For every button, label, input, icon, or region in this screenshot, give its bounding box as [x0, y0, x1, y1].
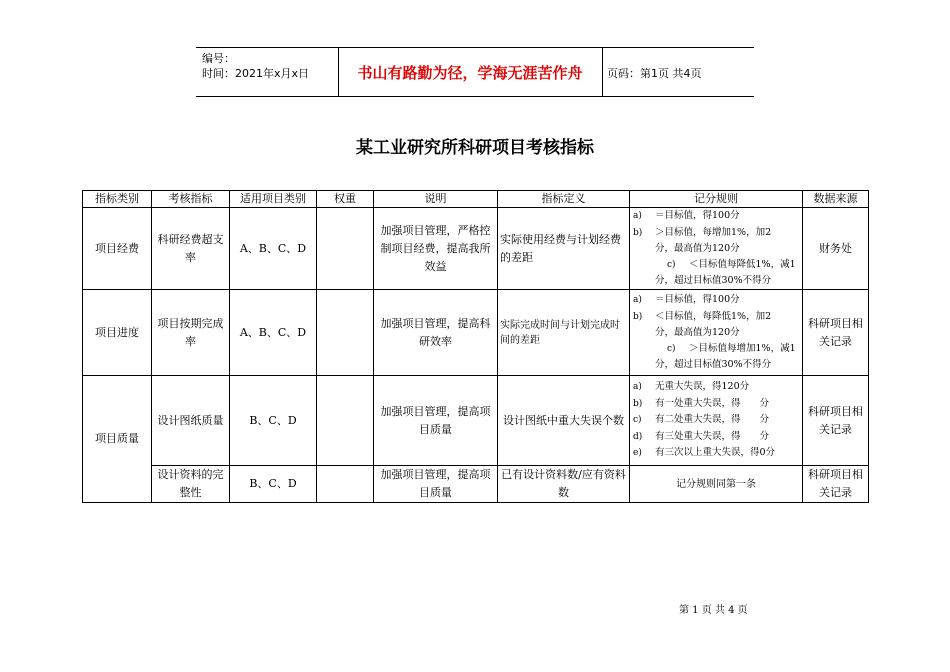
source-cell: 科研项目相关记录	[803, 290, 869, 376]
header-divider	[338, 48, 339, 96]
time-label: 时间：2021年x月x日	[202, 67, 310, 80]
table-header-row	[83, 191, 869, 208]
number-label: 编号：	[202, 52, 235, 65]
category-cell: 项目经费	[83, 208, 152, 290]
rule-line: e) 有三次以上重大失误，得0分	[633, 447, 776, 459]
weight-cell	[317, 376, 374, 466]
rule-line: b) 有一处重大失误，得 分	[633, 397, 770, 409]
types-cell: B、C、D	[230, 466, 317, 503]
weight-cell	[317, 466, 374, 503]
types-cell: A、B、C、D	[230, 290, 317, 376]
rules-cell	[630, 290, 803, 376]
source-cell: 科研项目相关记录	[803, 376, 869, 466]
rule-line: 分，最高值为120分	[655, 243, 740, 255]
rules-cell: 记分规则同第一条	[630, 466, 803, 503]
header-motto: 书山有路勤为径，学海无涯苦作舟	[357, 64, 583, 82]
table-row	[83, 208, 869, 290]
definition-cell: 实际使用经费与计划经费的差距	[498, 208, 630, 290]
header-cell: 权重	[317, 191, 374, 208]
document-header	[196, 47, 754, 97]
header-cell: 数据来源	[803, 191, 869, 208]
header-cell: 考核指标	[152, 191, 230, 208]
indicator-cell: 设计图纸质量	[152, 376, 230, 466]
rule-line: a) ＝目标值，得100分	[633, 210, 740, 222]
definition-cell: 设计图纸中重大失误个数	[498, 376, 630, 466]
rule-line: b) ＜目标值，每降低1%，加2	[633, 310, 772, 322]
definition-cell: 实际完成时间与计划完成时间的差距	[498, 290, 630, 376]
source-cell: 科研项目相关记录	[803, 466, 869, 503]
source-cell: 财务处	[803, 208, 869, 290]
indicator-cell: 项目按期完成率	[152, 290, 230, 376]
rule-line: b) ＞目标值，每增加1%，加2	[633, 226, 772, 238]
header-cell: 指标类别	[83, 191, 152, 208]
rule-line: 分，超过目标值30%不得分	[655, 275, 772, 287]
rule-line: 分，最高值为120分	[655, 327, 740, 339]
desc-cell: 加强项目管理，提高项目质量	[374, 376, 498, 466]
types-cell: A、B、C、D	[230, 208, 317, 290]
header-divider	[602, 48, 603, 96]
rule-line: a) 无重大失误，得120分	[633, 381, 750, 393]
rule-line: c) ＞目标值每增加1%，减1	[667, 342, 796, 354]
category-cell: 项目进度	[83, 290, 152, 376]
definition-cell: 已有设计资料数/应有资料数	[498, 466, 630, 503]
category-cell: 项目质量	[83, 376, 152, 503]
header-page-label: 页码：第1页 共4页	[607, 67, 702, 80]
header-cell: 适用项目类别	[230, 191, 317, 208]
rule-line: c) 有二处重大失误，得 分	[633, 414, 770, 426]
header-meta	[202, 51, 309, 81]
rule-line: a) ＝目标值，得100分	[633, 294, 740, 306]
desc-cell: 加强项目管理，严格控制项目经费，提高我所效益	[374, 208, 498, 290]
rules-cell	[630, 208, 803, 290]
desc-cell: 加强项目管理，提高科研效率	[374, 290, 498, 376]
header-cell: 记分规则	[630, 191, 803, 208]
desc-cell: 加强项目管理，提高项目质量	[374, 466, 498, 503]
header-cell: 指标定义	[498, 191, 630, 208]
rule-line: d) 有三处重大失误，得 分	[633, 430, 770, 442]
rule-line: 分，超过目标值30%不得分	[655, 359, 772, 371]
indicator-cell: 设计资料的完整性	[152, 466, 230, 503]
types-cell: B、C、D	[230, 376, 317, 466]
indicator-cell: 科研经费超支率	[152, 208, 230, 290]
page-footer: 第 1 页 共 4 页	[679, 605, 748, 616]
weight-cell	[317, 208, 374, 290]
document-title: 某工业研究所科研项目考核指标	[356, 138, 594, 158]
table-row	[83, 466, 869, 503]
rules-cell	[630, 376, 803, 466]
table-row	[83, 376, 869, 466]
kpi-table	[82, 190, 869, 503]
table-row	[83, 290, 869, 376]
weight-cell	[317, 290, 374, 376]
header-cell: 说明	[374, 191, 498, 208]
rule-line: c) ＜目标值每降低1%，减1	[667, 258, 796, 270]
